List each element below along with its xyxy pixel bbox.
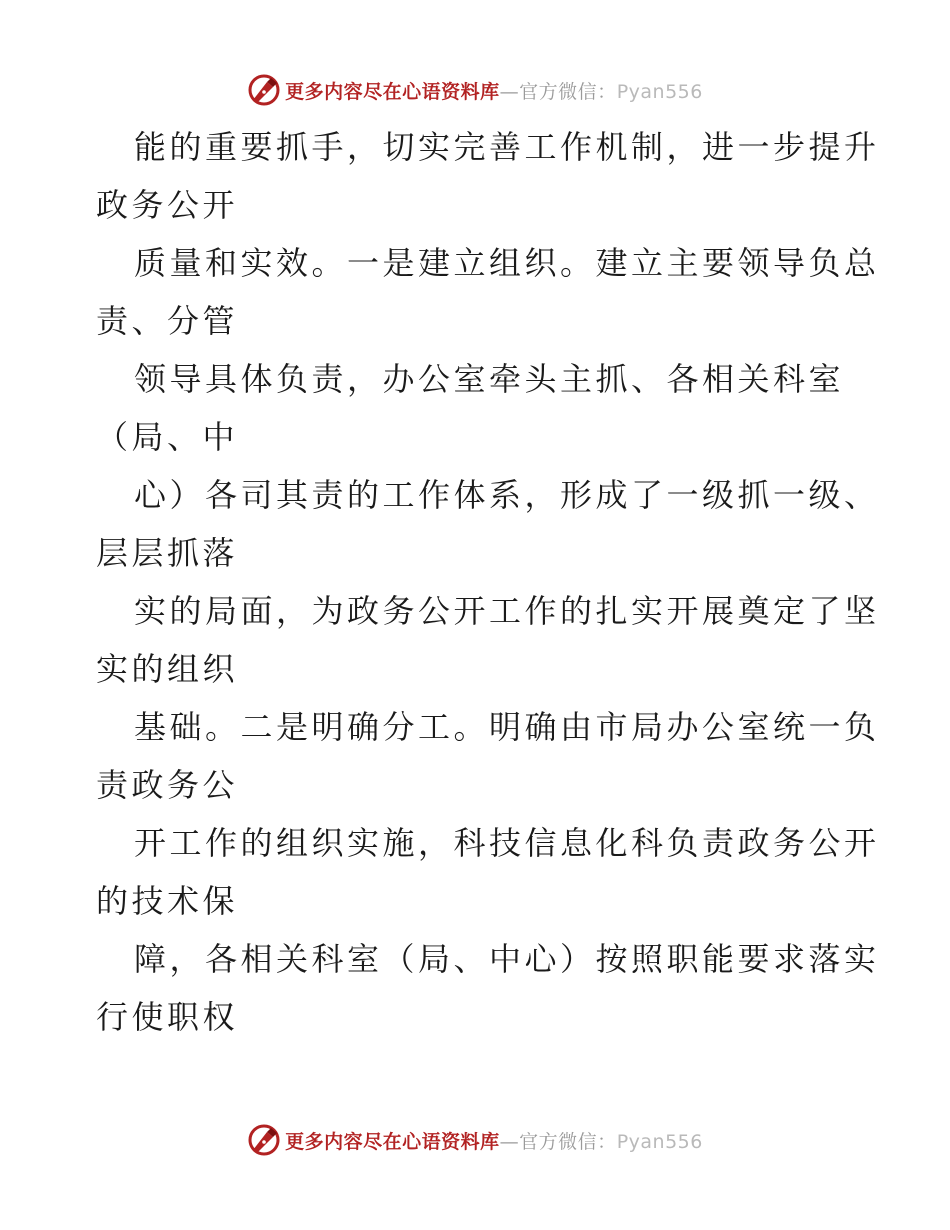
- footer-library-text: 更多内容尽在心语资料库: [285, 1130, 500, 1153]
- text-line: 责政务公: [96, 766, 239, 804]
- footer-banner-content: [247, 1123, 703, 1157]
- header-dash: —: [499, 80, 520, 103]
- text-line: 开工作的组织实施，科技信息化科负责政务公开: [134, 824, 880, 862]
- pen-nib-circle-icon: [247, 73, 281, 107]
- pen-nib-circle-icon: [247, 1123, 281, 1157]
- text-line: 责、分管: [96, 302, 239, 340]
- text-line: 质量和实效。一是建立组织。建立主要领导负总: [134, 244, 880, 282]
- text-line: 政务公开: [96, 186, 239, 224]
- document-body: [96, 118, 880, 1046]
- text-line: 实的局面，为政务公开工作的扎实开展奠定了坚: [134, 592, 880, 630]
- footer-banner: [0, 1118, 950, 1162]
- header-wechat-label: 官方微信：: [519, 80, 617, 103]
- header-banner: [0, 68, 950, 112]
- footer-wechat-id: Pyan556: [616, 1130, 703, 1153]
- footer-dash: —: [499, 1130, 520, 1153]
- footer-text: [285, 1127, 703, 1154]
- text-line: 层层抓落: [96, 534, 239, 572]
- text-line: （局、中: [96, 418, 239, 456]
- text-line: 行使职权: [96, 998, 239, 1036]
- header-text: [285, 77, 703, 104]
- text-line: 基础。二是明确分工。明确由市局办公室统一负: [134, 708, 880, 746]
- text-line: 领导具体负责，办公室牵头主抓、各相关科室: [134, 360, 845, 398]
- text-line: 心）各司其责的工作体系，形成了一级抓一级、: [134, 476, 880, 514]
- header-wechat-id: Pyan556: [616, 80, 703, 103]
- text-line: 实的组织: [96, 650, 239, 688]
- text-line: 障，各相关科室（局、中心）按照职能要求落实: [134, 940, 880, 978]
- header-library-text: 更多内容尽在心语资料库: [285, 80, 500, 103]
- text-line: 能的重要抓手，切实完善工作机制，进一步提升: [134, 128, 880, 166]
- text-line: 的技术保: [96, 882, 239, 920]
- footer-wechat-label: 官方微信：: [519, 1130, 617, 1153]
- header-banner-content: [247, 73, 703, 107]
